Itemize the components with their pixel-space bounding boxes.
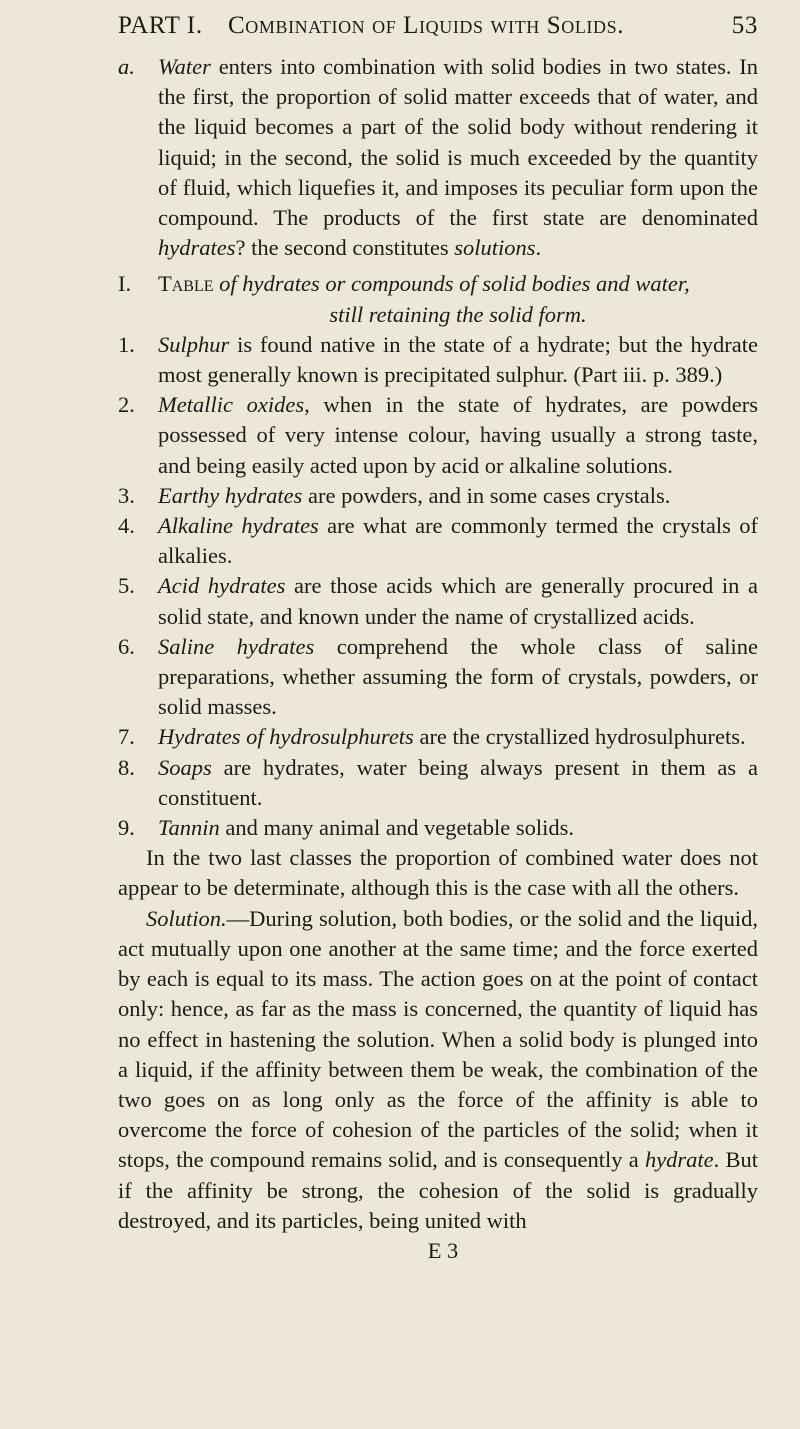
item-number: 6. <box>118 633 135 659</box>
intro-lead: Water <box>158 54 211 79</box>
item-number: 5. <box>118 573 135 599</box>
intro-text-3: . <box>535 235 542 261</box>
signature-mark: E 3 <box>427 1237 459 1263</box>
item-text: comprehend the whole class of saline preparations, whether assuming the form of crystals, powders, or solid masses. <box>158 633 758 720</box>
hydrate-list <box>118 330 758 843</box>
list-item <box>118 722 758 752</box>
part-label: PART I. <box>118 12 203 39</box>
table-heading <box>118 269 758 329</box>
closing-paragraph: In the two last classes the proportion of combined water does not appear to be determinate, although this is the case with all the others. <box>118 845 758 901</box>
page-body <box>118 52 758 1266</box>
intro-paragraph <box>118 52 758 263</box>
hydrate-term: hydrate <box>644 1147 714 1173</box>
item-term: Alkaline hydrates <box>158 513 319 539</box>
item-term: Acid hydrates <box>158 573 286 599</box>
list-item <box>118 511 758 571</box>
item-text: are what are commonly termed the crystals of alkalies. <box>158 513 758 569</box>
list-item <box>118 330 758 390</box>
item-term: Soaps <box>158 754 212 780</box>
item-number: 1. <box>118 331 135 357</box>
solution-text-2: . But if the affinity be strong, the cohesion of the solid is gradually destroyed, and its particles, being united with <box>118 1147 759 1233</box>
item-term: Sulphur <box>158 331 230 357</box>
item-text: are the crystallized hydrosulphurets. <box>413 724 746 750</box>
item-text: are hydrates, water being always present in them as a constituent. <box>158 754 758 810</box>
table-heading-text: of hydrates or compounds of solid bodies and water, <box>213 271 690 297</box>
item-term: Earthy hydrates <box>158 482 303 508</box>
item-text: and many animal and vegetable solids. <box>219 815 574 841</box>
item-number: 7. <box>118 724 135 750</box>
list-item <box>118 481 758 511</box>
page-number: 53 <box>731 12 758 39</box>
item-term: Metallic oxides <box>158 392 305 418</box>
item-number: 9. <box>118 815 135 841</box>
list-item <box>118 632 758 723</box>
running-head <box>118 8 758 48</box>
item-term: Saline hydrates <box>158 633 315 659</box>
solutions-term: solutions <box>454 235 536 261</box>
solution-paragraph <box>118 904 758 1236</box>
solution-text-1: —During solution, both bodies, or the solid and the liquid, act mutually upon one another at the same time; and the force exerted by each is equal to its mass. The action goes on at the point of contact only: hence, as far as the mass is concerned, the quantity of liquid has no effect in hastening the solution. When a solid body is plunged into a liquid, if the affinity between them be weak, the combination of the two goes on as long only as the force of the affinity is able to overcome the force of cohesion of the particles of the solid; when it stops, the compound remains solid, and is consequently a <box>118 905 758 1173</box>
item-number: 8. <box>118 754 135 780</box>
item-number: 3. <box>118 482 135 508</box>
intro-text-1: enters into combination with solid bodies in two states. In the first, the proportion of solid matter exceeds that of water, and the liquid becomes a part of the solid body without rendering it liquid; in the second, the solid is much exceeded by the quantity of fluid, which liquefies it, and imposes its peculiar form upon the compound. The products of the first state are denominated <box>158 54 758 231</box>
item-term: Tannin <box>158 815 220 841</box>
intro-text-2: ? the second constitutes <box>235 235 455 261</box>
chapter-title: Combination of Liquids with Solids. <box>228 12 625 39</box>
item-text: , when in the state of hydrates, are powders possessed of very intense colour, having usually a strong taste, and being easily acted upon by acid or alkaline solutions. <box>158 392 759 478</box>
item-number: 2. <box>118 392 135 418</box>
list-item <box>118 753 758 813</box>
table-heading-sub: still retaining the solid form. <box>329 301 587 327</box>
intro-marker: a. <box>118 54 135 79</box>
hydrates-term: hydrates <box>158 235 236 261</box>
list-item <box>118 390 758 481</box>
table-marker: I. <box>118 271 132 297</box>
item-text: are those acids which are generally procured in a solid state, and known under the name of crystallized acids. <box>158 573 759 629</box>
item-text: is found native in the state of a hydrate; but the hydrate most generally known is precipitated sulphur. (Part iii. p. 389.) <box>158 331 758 388</box>
list-item <box>118 813 758 843</box>
list-item <box>118 571 758 631</box>
item-text: are powders, and in some cases crystals. <box>302 482 671 508</box>
table-label: Table <box>158 271 214 297</box>
item-number: 4. <box>118 513 135 539</box>
item-term: Hydrates of hydrosulphurets <box>158 724 414 750</box>
solution-lead: Solution. <box>146 905 227 931</box>
